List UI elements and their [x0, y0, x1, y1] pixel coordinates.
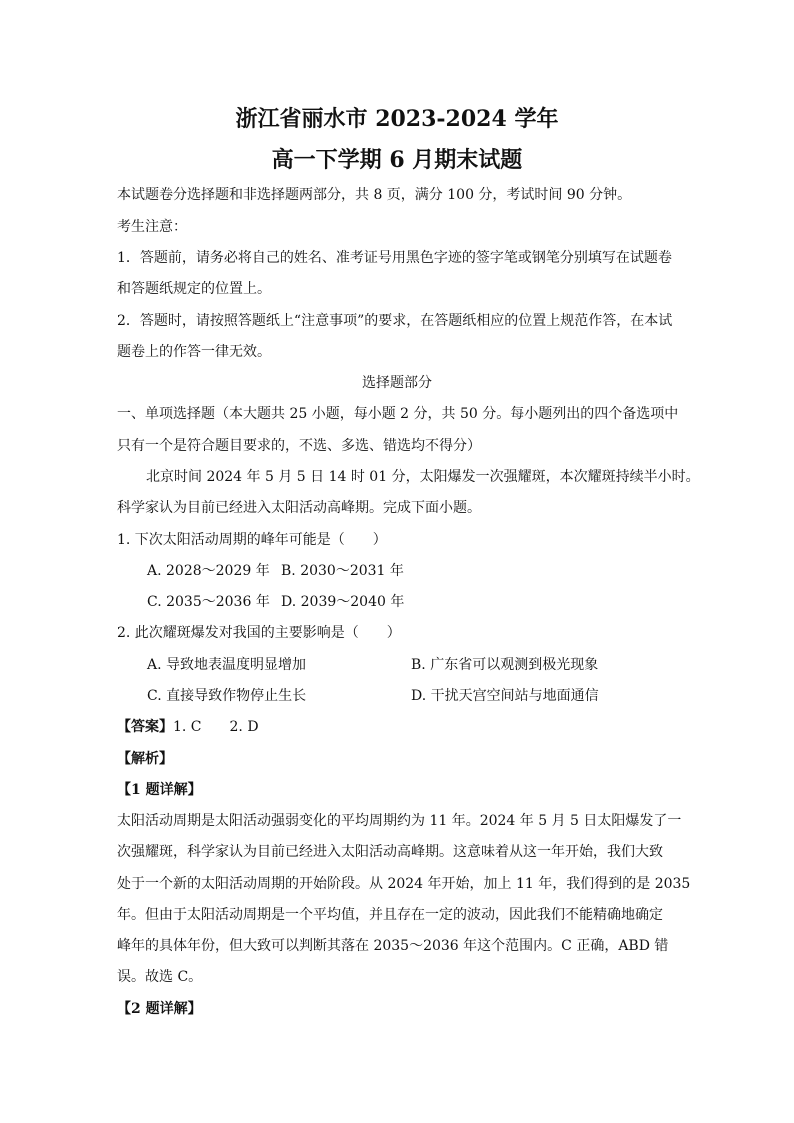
analysis-label: 【解析】 [117, 751, 173, 767]
notice-1-line-2: 和答题纸规定的位置上。 [117, 281, 271, 297]
passage-line-1: 北京时间 2024 年 5 月 5 日 14 时 01 分，太阳爆发一次强耀斑，本次耀斑持续半小时。 [146, 469, 700, 485]
part1-instruction-line-2: 只有一个是符合题目要求的，不选、多选、错选均不得分） [117, 438, 481, 454]
question-2-option-b: B. 广东省可以观测到极光现象 [411, 657, 599, 673]
question-1-option-b: B. 2030～2031 年 [281, 563, 404, 579]
question-1-option-d: D. 2039～2040 年 [281, 594, 405, 610]
detail-1-line: 年。但由于太阳活动周期是一个平均值，并且存在一定的波动，因此我们不能精确地确定 [117, 907, 663, 923]
detail-1-line: 误。故选 C。 [117, 969, 203, 985]
question-1-option-c: C. 2035～2036 年 [147, 594, 270, 610]
answer-label: 【答案】 [117, 719, 173, 735]
detail-1-line: 太阳活动周期是太阳活动强弱变化的平均周期约为 11 年。2024 年 5 月 5 日太阳爆发了一 [117, 813, 682, 829]
detail-2-label: 【2 题详解】 [117, 1001, 202, 1017]
title-line-1: 浙江省丽水市 2023-2024 学年 [235, 106, 559, 132]
question-1-stem: 1. 下次太阳活动周期的峰年可能是（ ） [117, 532, 387, 548]
notice-1-line-1: 1．答题前，请务必将自己的姓名、准考证号用黑色字迹的签字笔或钢笔分别填写在试题卷 [117, 250, 672, 266]
passage-line-2: 科学家认为目前已经进入太阳活动高峰期。完成下面小题。 [117, 500, 481, 516]
notice-2-line-1: 2．答题时，请按照答题纸上“注意事项”的要求，在答题纸相应的位置上规范作答，在本试 [117, 313, 673, 329]
question-2-option-d: D. 干扰天宫空间站与地面通信 [411, 688, 599, 704]
notice-heading: 考生注意： [117, 219, 187, 235]
answer-line [117, 718, 259, 736]
part1-instruction-line-1: 一、单项选择题（本大题共 25 小题，每小题 2 分，共 50 分。每小题列出的四个备选项中 [117, 406, 679, 422]
notice-2-line-2: 题卷上的作答一律无效。 [117, 344, 271, 360]
question-2-option-c: C. 直接导致作物停止生长 [147, 688, 307, 704]
question-1-option-a: A. 2028～2029 年 [147, 563, 270, 579]
section-title: 选择题部分 [362, 375, 432, 391]
detail-1-label: 【1 题详解】 [117, 782, 202, 798]
detail-1-line: 次强耀斑，科学家认为目前已经进入太阳活动高峰期。这意味着从这一年开始，我们大致 [117, 844, 663, 860]
detail-1-line: 处于一个新的太阳活动周期的开始阶段。从 2024 年开始，加上 11 年，我们得到的是 2035 [117, 876, 691, 892]
intro-text: 本试题卷分选择题和非选择题两部分，共 8 页，满分 100 分，考试时间 90 分钟。 [117, 187, 632, 203]
answer-text: 1. C 2. D [173, 719, 259, 735]
title-line-2: 高一下学期 6 月期末试题 [271, 147, 523, 173]
question-2-stem: 2. 此次耀斑爆发对我国的主要影响是（ ） [117, 625, 401, 641]
question-2-option-a: A. 导致地表温度明显增加 [147, 657, 307, 673]
detail-1-line: 峰年的具体年份，但大致可以判断其落在 2035～2036 年这个范围内。C 正确，ABD 错 [117, 938, 669, 954]
